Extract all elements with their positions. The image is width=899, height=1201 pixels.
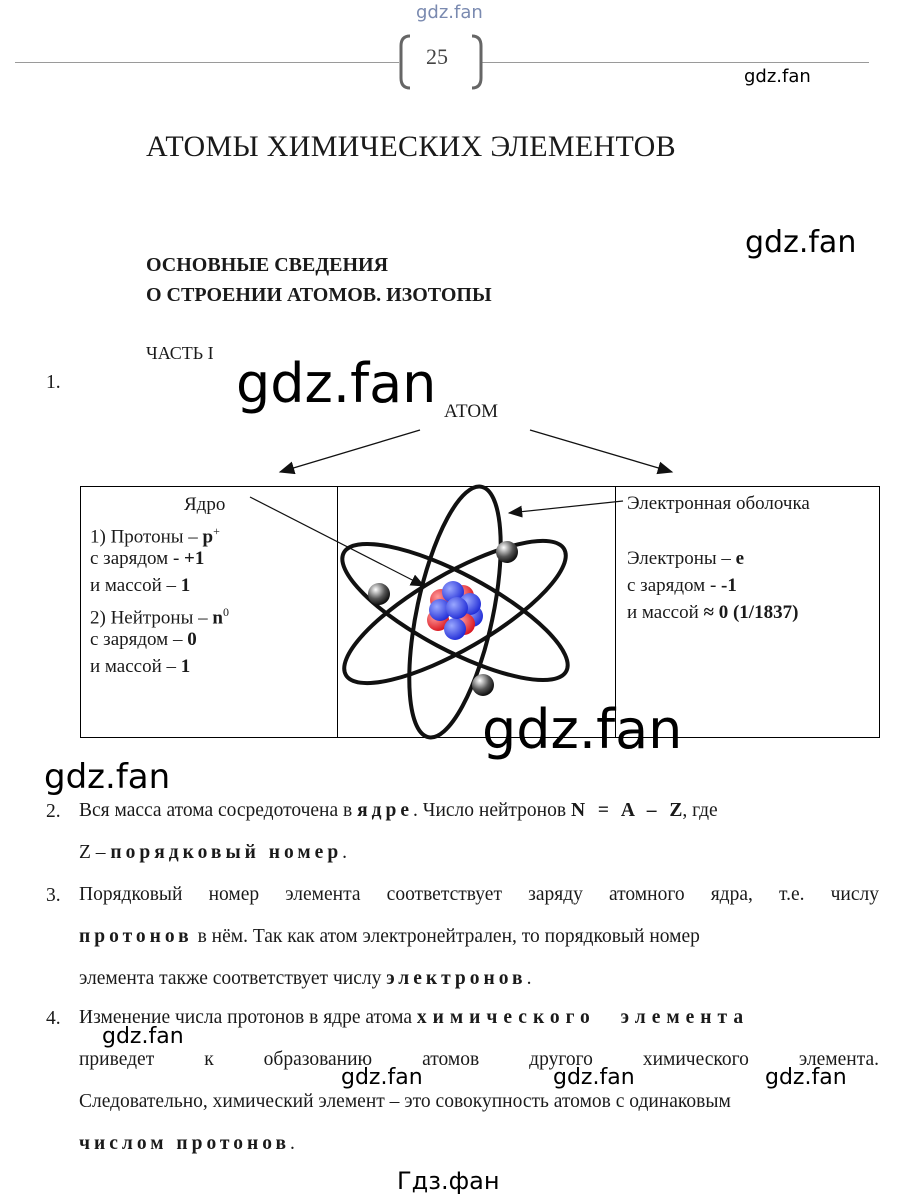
pointer-nucleus — [250, 497, 424, 586]
protons-charge-value: +1 — [184, 548, 205, 569]
item4-line4 — [79, 1123, 295, 1165]
item3-text: . — [526, 968, 532, 989]
part-label: ЧАСТЬ I — [146, 343, 214, 363]
item4-keyword: числом протонов — [79, 1133, 291, 1154]
nucleus-heading: Ядро — [184, 494, 226, 515]
item2-line2 — [79, 832, 347, 874]
electrons-charge-value: -1 — [721, 575, 737, 596]
item2-text: , где — [682, 800, 718, 821]
item3-text: в нём. Так как атом электронейтрален, то порядковый номер — [192, 926, 700, 947]
watermark: gdz.fan — [102, 1024, 184, 1049]
page-number: 25 — [426, 44, 448, 69]
protons-label: 1) Протоны – — [90, 526, 203, 548]
item3-line3 — [79, 958, 531, 1000]
atom-label: АТОМ — [444, 401, 499, 422]
shell-heading: Электронная оболочка — [627, 493, 810, 514]
item2-line1 — [79, 790, 879, 832]
electron — [368, 583, 390, 605]
watermark: gdz.fan — [482, 698, 683, 761]
electron — [496, 541, 518, 563]
item4-text: Изменение числа протонов в ядре атома — [79, 1007, 417, 1028]
item2-text: Вся масса атома сосредоточена в — [79, 800, 358, 821]
electrons-label: Электроны – — [627, 548, 736, 569]
neutrons-charge-label: с зарядом – — [90, 629, 188, 650]
item3-keyword: протонов — [79, 926, 193, 947]
section-heading-line1: ОСНОВНЫЕ СВЕДЕНИЯ — [146, 254, 389, 276]
footer-watermark: Гдз.фан — [397, 1167, 500, 1195]
item3-text: элемента также соответствует числу — [79, 968, 387, 989]
nucleus — [427, 581, 483, 640]
neutrons-sup: 0 — [222, 605, 229, 619]
item2-keyword: порядковый номер — [110, 842, 343, 863]
protons-mass-value: 1 — [180, 575, 191, 596]
protons-charge-label: с зарядом - — [90, 548, 185, 569]
item4-line3: Следовательно, химический элемент – это совокупность атомов с одинаковым — [79, 1091, 731, 1112]
item2-formula: N = A – Z — [570, 800, 683, 821]
item-number: 2. — [46, 801, 61, 822]
item2-keyword: ядре — [357, 800, 414, 821]
watermark-top: gdz.fan — [416, 2, 483, 23]
watermark: gdz.fan — [236, 352, 437, 415]
watermark: gdz.fan — [745, 225, 857, 260]
neutrons-mass-value: 1 — [180, 656, 191, 677]
watermark: gdz.fan — [341, 1065, 423, 1090]
neutrons-symbol: n — [212, 607, 223, 629]
electron — [472, 674, 494, 696]
neutrons-label: 2) Нейтроны – — [90, 607, 213, 629]
item4-keyword: химического элемента — [416, 1007, 750, 1028]
item-number: 1. — [46, 372, 61, 393]
section-heading-line2: О СТРОЕНИИ АТОМОВ. ИЗОТОПЫ — [146, 284, 492, 306]
electrons-charge-label: с зарядом - — [627, 575, 722, 596]
protons-symbol: p — [202, 526, 214, 548]
page-title: АТОМЫ ХИМИЧЕСКИХ ЭЛЕМЕНТОВ — [146, 130, 676, 163]
watermark-header-right: gdz.fan — [744, 66, 811, 87]
watermark: gdz.fan — [44, 757, 171, 797]
item2-text: Z – — [79, 842, 111, 863]
electrons-mass-value: ≈ 0 (1/1837) — [703, 602, 799, 623]
protons-mass-label: и массой – — [90, 575, 181, 596]
item4-line2: приведет к образованию атомов другого химического элемента. — [79, 1049, 879, 1070]
item3-keyword: электронов — [386, 968, 527, 989]
neutrons-mass-label: и массой – — [90, 656, 181, 677]
item3-line2 — [79, 916, 700, 958]
item3-line1: Порядковый номер элемента соответствует заряду атомного ядра, т.е. числу — [79, 884, 879, 905]
pointer-shell — [509, 501, 623, 513]
watermark: gdz.fan — [765, 1065, 847, 1090]
item4-text: . — [290, 1133, 295, 1154]
item-number: 4. — [46, 1008, 61, 1029]
neutrons-charge-value: 0 — [187, 629, 197, 650]
electrons-symbol: e — [735, 548, 745, 569]
protons-sup: + — [213, 524, 220, 538]
watermark: gdz.fan — [553, 1065, 635, 1090]
item2-text: . — [342, 842, 348, 863]
item2-text: . Число нейтронов — [413, 800, 571, 821]
item-number: 3. — [46, 885, 61, 906]
electrons-mass-label: и массой — [627, 602, 704, 623]
